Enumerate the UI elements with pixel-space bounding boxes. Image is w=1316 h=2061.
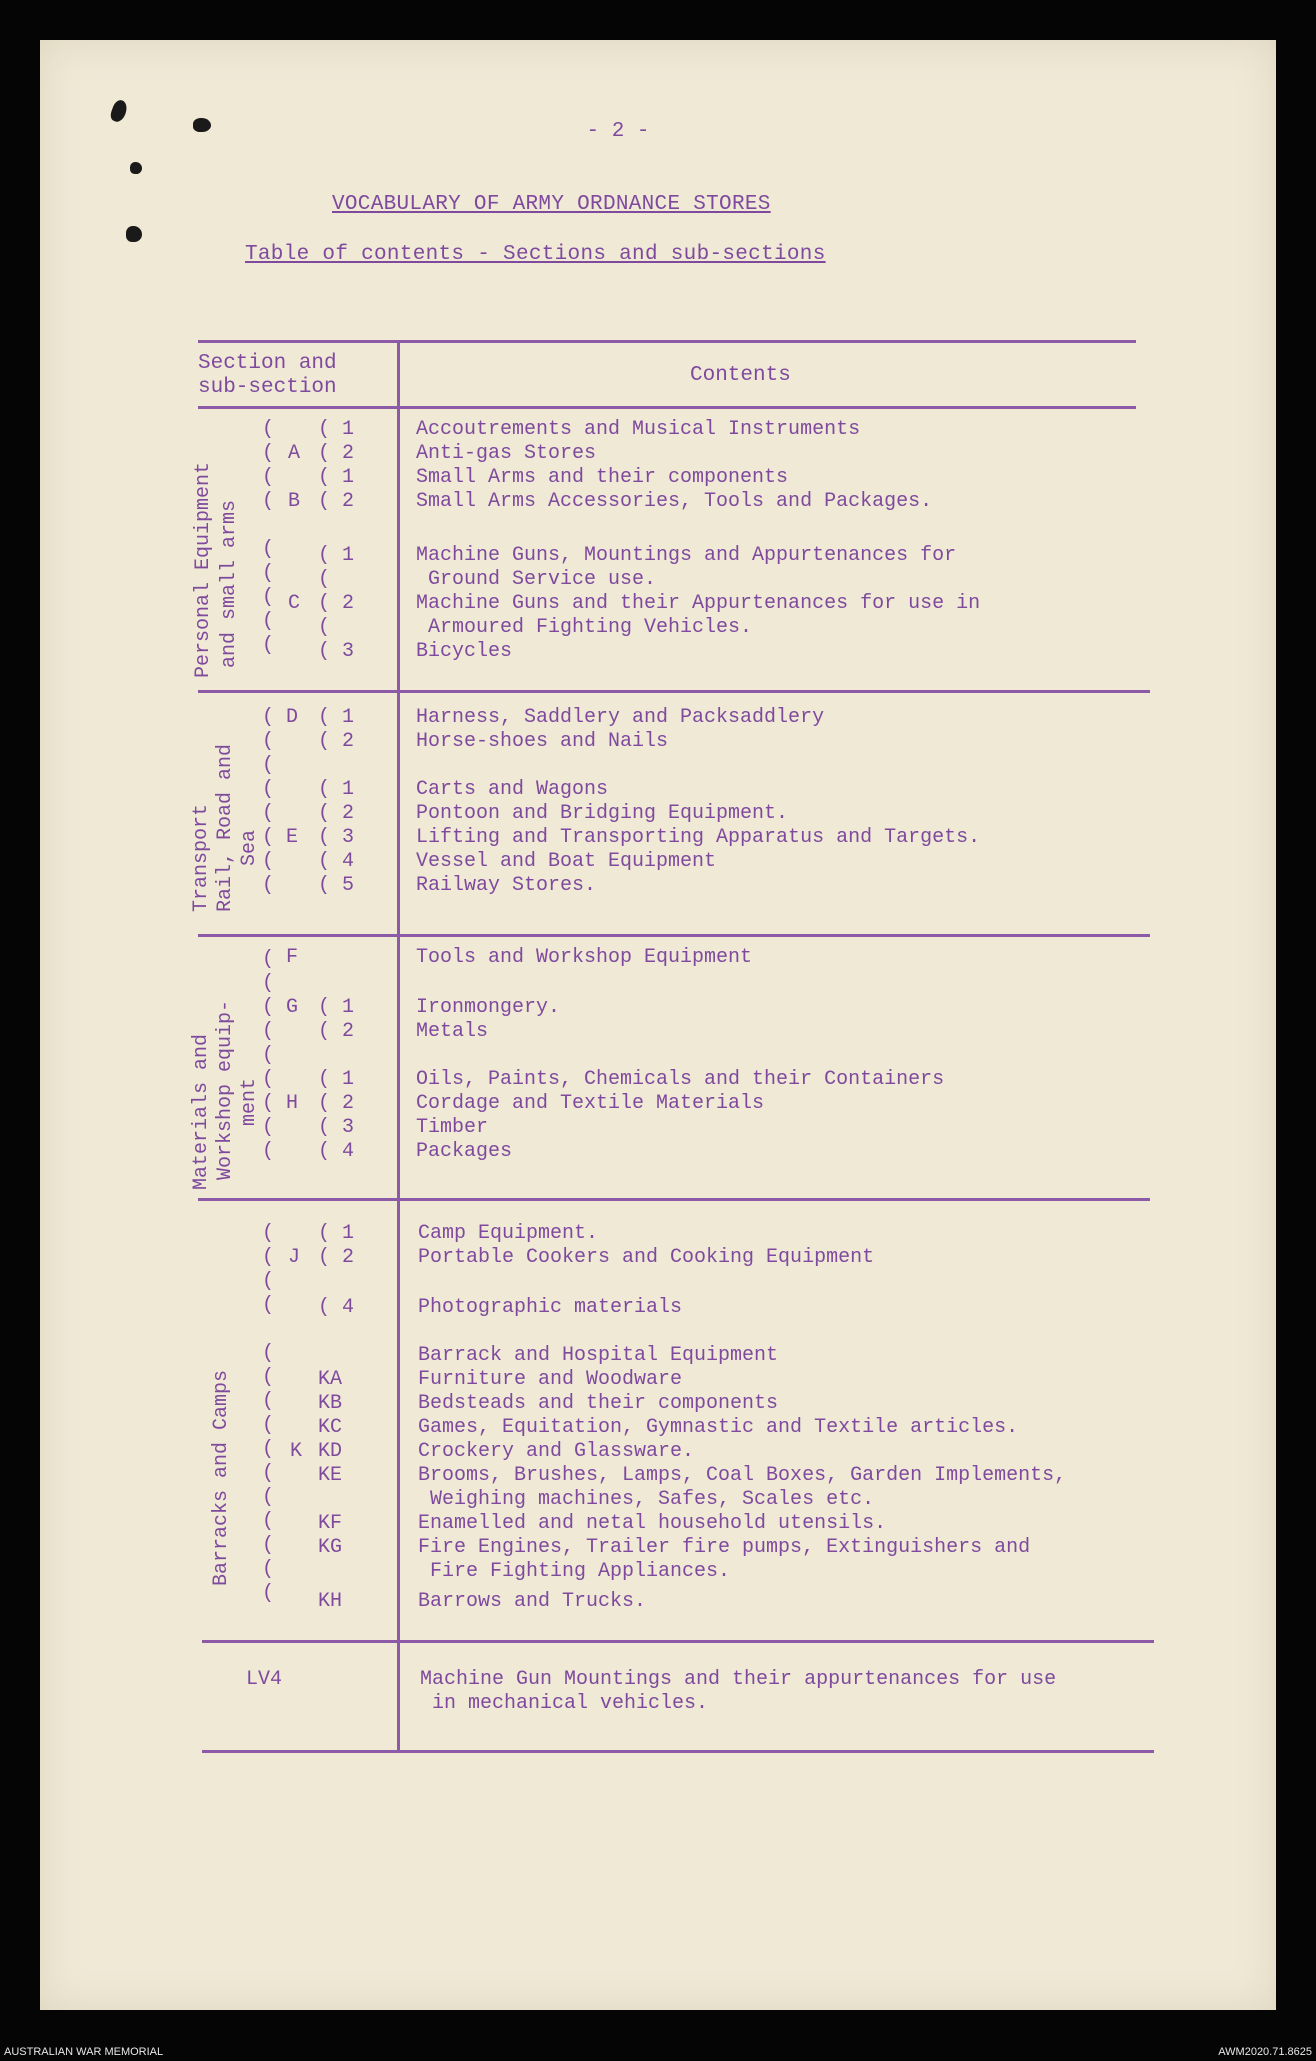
page-number: - 2 -	[586, 120, 650, 143]
group-label-transport-3: Sea	[238, 829, 261, 866]
row-text: Portable Cookers and Cooking Equipment	[418, 1246, 875, 1269]
header-contents: Contents	[690, 364, 791, 387]
group-label-transport-2: Rail, Road and	[214, 743, 237, 912]
punch-hole-3	[130, 162, 142, 174]
row-text: Pontoon and Bridging Equipment.	[416, 802, 789, 825]
row-text: Horse-shoes and Nails	[416, 730, 669, 753]
document-title: VOCABULARY OF ARMY ORDNANCE STORES	[332, 193, 771, 216]
group-label-transport-1: Transport	[190, 803, 213, 912]
document-subtitle: Table of contents - Sections and sub-sections	[245, 243, 826, 266]
row-text: Fire Fighting Appliances.	[418, 1560, 731, 1583]
row-text: Camp Equipment.	[418, 1222, 599, 1245]
group-label-personal-1: Personal Equipment	[192, 461, 215, 678]
row-text: Enamelled and netal household utensils.	[418, 1512, 887, 1535]
footer-left: AUSTRALIAN WAR MEMORIAL	[4, 2046, 164, 2058]
row-text: Accoutrements and Musical Instruments	[416, 418, 861, 441]
row-text: Tools and Workshop Equipment	[416, 946, 753, 969]
group-rule-1	[198, 690, 1150, 693]
paren-column-materials: ( ( ( ( ( ( ( ( (	[262, 948, 275, 1163]
row-text: Barrack and Hospital Equipment	[418, 1344, 779, 1367]
row-text: Railway Stores.	[416, 874, 597, 897]
group-label-materials-1: Materials and	[190, 1033, 213, 1190]
row-text: Furniture and Woodware	[418, 1368, 683, 1391]
row-text: Bicycles	[416, 640, 513, 663]
header-rule	[198, 406, 1136, 409]
group-label-personal-2: and small arms	[218, 499, 241, 668]
group-rule-3	[198, 1198, 1150, 1201]
header-section-line1: Section and	[198, 352, 337, 375]
group-label-materials-2: Workshop equip-	[214, 999, 237, 1180]
header-section-line2: sub-section	[198, 376, 337, 399]
row-text: Lifting and Transporting Apparatus and Targets.	[416, 826, 981, 849]
group-label-materials-3: ment	[238, 1077, 261, 1126]
row-text: Fire Engines, Trailer fire pumps, Extinguishers and	[418, 1536, 1031, 1559]
paren-column: ( ( ( ( ( ( ( ( (	[262, 418, 275, 657]
lv4-text-line1: Machine Gun Mountings and their appurtenances for use	[420, 1668, 1057, 1691]
row-text: Harness, Saddlery and Packsaddlery	[416, 706, 825, 729]
row-text: Anti-gas Stores	[416, 442, 597, 465]
group-label-barracks: Barracks and Camps	[210, 1369, 233, 1586]
row-text: Weighing machines, Safes, Scales etc.	[418, 1488, 875, 1511]
paren-column-barracks: ( ( ( ( ( ( ( ( ( ( ( ( ( ( (	[262, 1222, 275, 1605]
paren-column-transport: ( ( ( ( ( ( ( (	[262, 706, 275, 897]
row-text: Carts and Wagons	[416, 778, 609, 801]
lv4-code: LV4	[246, 1668, 283, 1691]
group-rule-4	[202, 1640, 1154, 1643]
group-rule-2	[198, 934, 1150, 937]
row-text: Ground Service use.	[416, 568, 657, 591]
row-text: Crockery and Glassware.	[418, 1440, 695, 1463]
row-text: Timber	[416, 1116, 489, 1139]
row-text: Brooms, Brushes, Lamps, Coal Boxes, Garden Implements,	[418, 1464, 1067, 1487]
row-text: Armoured Fighting Vehicles.	[416, 616, 753, 639]
row-text: Vessel and Boat Equipment	[416, 850, 717, 873]
punch-hole-4	[126, 226, 142, 242]
row-text: Barrows and Trucks.	[418, 1590, 647, 1613]
row-text: Small Arms and their components	[416, 466, 789, 489]
column-divider	[397, 340, 400, 1752]
row-text: Oils, Paints, Chemicals and their Containers	[416, 1068, 945, 1091]
row-text: Games, Equitation, Gymnastic and Textile articles.	[418, 1416, 1019, 1439]
row-text: Metals	[416, 1020, 489, 1043]
row-text: Bedsteads and their components	[418, 1392, 779, 1415]
table-bottom-rule	[202, 1750, 1154, 1753]
row-text: Machine Guns, Mountings and Appurtenances for	[416, 544, 957, 567]
row-text: Ironmongery.	[416, 996, 561, 1019]
row-text: Photographic materials	[418, 1296, 683, 1319]
row-text: Packages	[416, 1140, 513, 1163]
lv4-text-line2: in mechanical vehicles.	[420, 1692, 709, 1715]
row-text: Cordage and Textile Materials	[416, 1092, 765, 1115]
footer-right: AWM2020.71.8625	[1218, 2046, 1312, 2058]
table-top-rule	[198, 340, 1136, 343]
row-text: Machine Guns and their Appurtenances for use in	[416, 592, 981, 615]
row-text: Small Arms Accessories, Tools and Packages.	[416, 490, 933, 513]
